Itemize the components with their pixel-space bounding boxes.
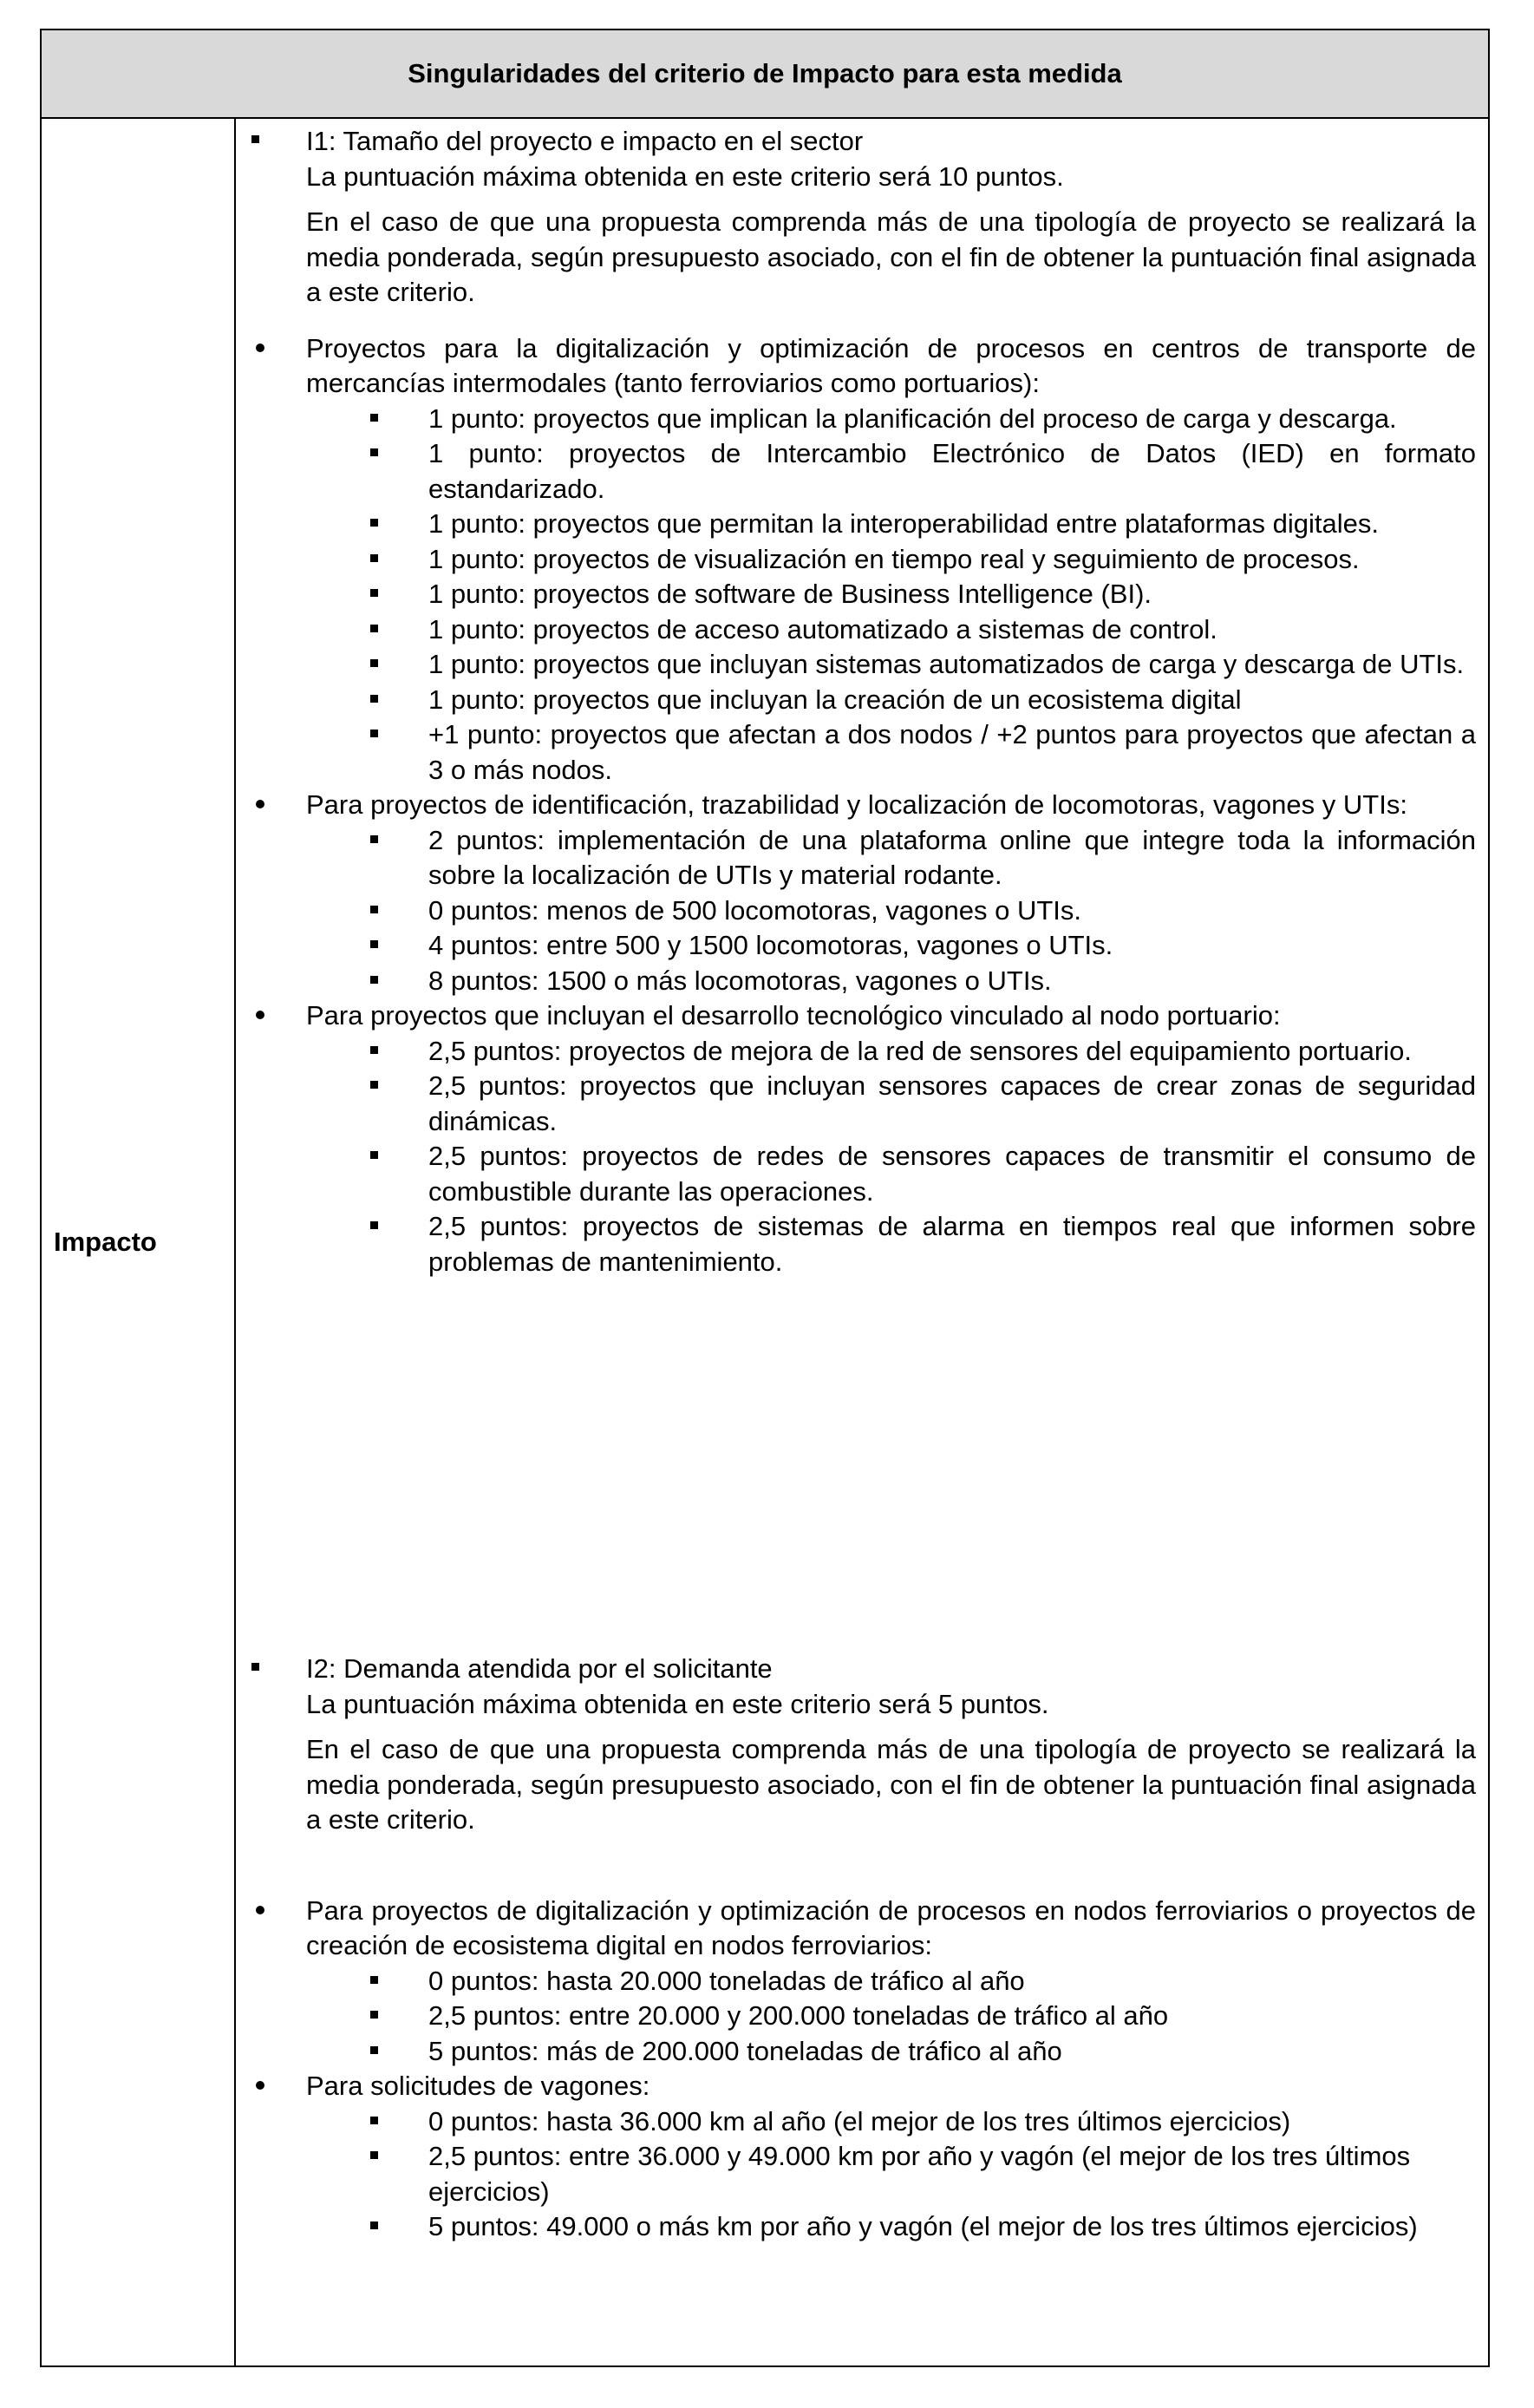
criterion-i2-group-1 — [306, 1894, 1476, 2070]
group-label: Proyectos para la digitalización y optimización de procesos en centros de transporte de mercancías intermodales (tanto ferroviarios como portuarios): — [306, 332, 1476, 398]
square-bullet-icon — [370, 2151, 378, 2159]
square-bullet-icon — [370, 1081, 378, 1089]
square-bullet-icon — [370, 976, 378, 984]
square-bullet-icon — [370, 730, 378, 737]
square-bullet-icon — [370, 2117, 378, 2124]
square-bullet-icon — [370, 659, 378, 667]
list-item: 2,5 puntos: proyectos de sistemas de alarma en tiempos real que informen sobre problemas de mantenimiento. — [306, 1209, 1476, 1279]
criterion-i2 — [236, 1652, 1476, 2245]
square-bullet-icon — [370, 695, 378, 703]
square-bullet-icon — [370, 589, 378, 597]
group-label: Para proyectos que incluyan el desarrollo tecnológico vinculado al nodo portuario: — [306, 1000, 1281, 1031]
list-item: 1 punto: proyectos que incluyan la creación de un ecosistema digital — [306, 683, 1476, 718]
criterion-i1-paragraph: En el caso de que una propuesta comprenda más de una tipología de proyecto se realizará la media ponderada, según presupuesto asociado, con el fin de obtener la puntuación final asignada a este criterio. — [306, 206, 1476, 307]
list-item: 8 puntos: 1500 o más locomotoras, vagones o UTIs. — [306, 964, 1476, 999]
list-item: +1 punto: proyectos que afectan a dos nodos / +2 puntos para proyectos que afectan a 3 o más nodos. — [306, 717, 1476, 788]
criterion-i1-group-3 — [306, 998, 1476, 1279]
list-item: 2,5 puntos: entre 20.000 y 200.000 toneladas de tráfico al año — [306, 1999, 1476, 2034]
square-bullet-icon — [370, 625, 378, 632]
list-item: 1 punto: proyectos de software de Business Intelligence (BI). — [306, 577, 1476, 612]
round-bullet-icon — [256, 1011, 264, 1019]
list-item: 1 punto: proyectos que incluyan sistemas automatizados de carga y descarga de UTIs. — [306, 647, 1476, 683]
criterion-i2-max: La puntuación máxima obtenida en este criterio será 5 puntos. — [306, 1688, 1049, 1719]
list-item: 2,5 puntos: proyectos de redes de sensores capaces de transmitir el consumo de combustible durante las operaciones. — [306, 1139, 1476, 1209]
round-bullet-icon — [256, 800, 264, 808]
criterion-i1-max: La puntuación máxima obtenida en este criterio será 10 puntos. — [306, 160, 1064, 192]
list-item: 2 puntos: implementación de una plataforma online que integre toda la información sobre la localización de UTIs y material rodante. — [306, 823, 1476, 893]
list-item: 2,5 puntos: proyectos de mejora de la red de sensores del equipamiento portuario. — [306, 1034, 1476, 1070]
list-item: 2,5 puntos: entre 36.000 y 49.000 km por año y vagón (el mejor de los tres últimos ejercicios) — [306, 2139, 1476, 2209]
list-item: 0 puntos: hasta 20.000 toneladas de tráfico al año — [306, 1964, 1476, 1999]
square-bullet-icon — [370, 940, 378, 948]
criteria-content — [236, 121, 1488, 2365]
criterion-i2-group-2 — [306, 2069, 1476, 2245]
square-bullet-icon — [370, 2222, 378, 2229]
square-bullet-icon — [370, 906, 378, 913]
round-bullet-icon — [256, 344, 264, 352]
table-header — [42, 30, 1488, 119]
list-item: 0 puntos: hasta 36.000 km al año (el mejor de los tres últimos ejercicios) — [306, 2104, 1476, 2140]
criterion-i1-title: I1: Tamaño del proyecto e impacto en el sector — [306, 126, 864, 156]
criterion-i1 — [236, 124, 1476, 1279]
group-label: Para proyectos de digitalización y optimización de procesos en nodos ferroviarios o proyectos de creación de ecosistema digital en nodos ferroviarios: — [306, 1894, 1476, 1960]
list-item: 0 puntos: menos de 500 locomotoras, vagones o UTIs. — [306, 893, 1476, 929]
square-bullet-icon — [370, 554, 378, 562]
row-label: Impacto — [54, 1227, 157, 1257]
group-label: Para solicitudes de vagones: — [306, 2071, 650, 2101]
list-item: 1 punto: proyectos de Intercambio Electrónico de Datos (IED) en formato estandarizado. — [306, 436, 1476, 507]
list-item: 4 puntos: entre 500 y 1500 locomotoras, vagones o UTIs. — [306, 928, 1476, 964]
square-bullet-icon — [251, 135, 259, 143]
square-bullet-icon — [370, 1221, 378, 1229]
list-item: 5 puntos: 49.000 o más km por año y vagón (el mejor de los tres últimos ejercicios) — [306, 2209, 1476, 2245]
list-item: 1 punto: proyectos que implican la planificación del proceso de carga y descarga. — [306, 402, 1476, 437]
square-bullet-icon — [370, 1151, 378, 1159]
criterion-i2-title: I2: Demanda atendida por el solicitante — [306, 1653, 773, 1684]
square-bullet-icon — [370, 1976, 378, 1984]
criterion-i1-group-1 — [306, 331, 1476, 788]
criterion-i2-paragraph: En el caso de que una propuesta comprenda más de una tipología de proyecto se realizará la media ponderada, según presupuesto asociado, con el fin de obtener la puntuación final asignada a este criterio. — [306, 1734, 1476, 1835]
table-header-title: Singularidades del criterio de Impacto para esta medida — [408, 58, 1122, 88]
square-bullet-icon — [370, 1046, 378, 1054]
square-bullet-icon — [370, 448, 378, 456]
criteria-table — [40, 29, 1490, 2367]
list-item: 2,5 puntos: proyectos que incluyan sensores capaces de crear zonas de seguridad dinámicas. — [306, 1069, 1476, 1139]
list-item: 1 punto: proyectos que permitan la interoperabilidad entre plataformas digitales. — [306, 507, 1476, 542]
square-bullet-icon — [370, 414, 378, 422]
square-bullet-icon — [370, 835, 378, 843]
row-label-cell — [42, 119, 234, 2365]
round-bullet-icon — [256, 1906, 264, 1914]
group-label: Para proyectos de identificación, trazabilidad y localización de locomotoras, vagones y UTIs: — [306, 789, 1407, 820]
round-bullet-icon — [256, 2081, 264, 2090]
square-bullet-icon — [370, 2046, 378, 2054]
square-bullet-icon — [370, 519, 378, 527]
square-bullet-icon — [370, 2011, 378, 2019]
list-item: 5 puntos: más de 200.000 toneladas de tráfico al año — [306, 2034, 1476, 2070]
list-item: 1 punto: proyectos de visualización en tiempo real y seguimiento de procesos. — [306, 542, 1476, 578]
list-item: 1 punto: proyectos de acceso automatizado a sistemas de control. — [306, 612, 1476, 648]
criterion-i1-group-2 — [306, 788, 1476, 998]
square-bullet-icon — [251, 1663, 259, 1671]
